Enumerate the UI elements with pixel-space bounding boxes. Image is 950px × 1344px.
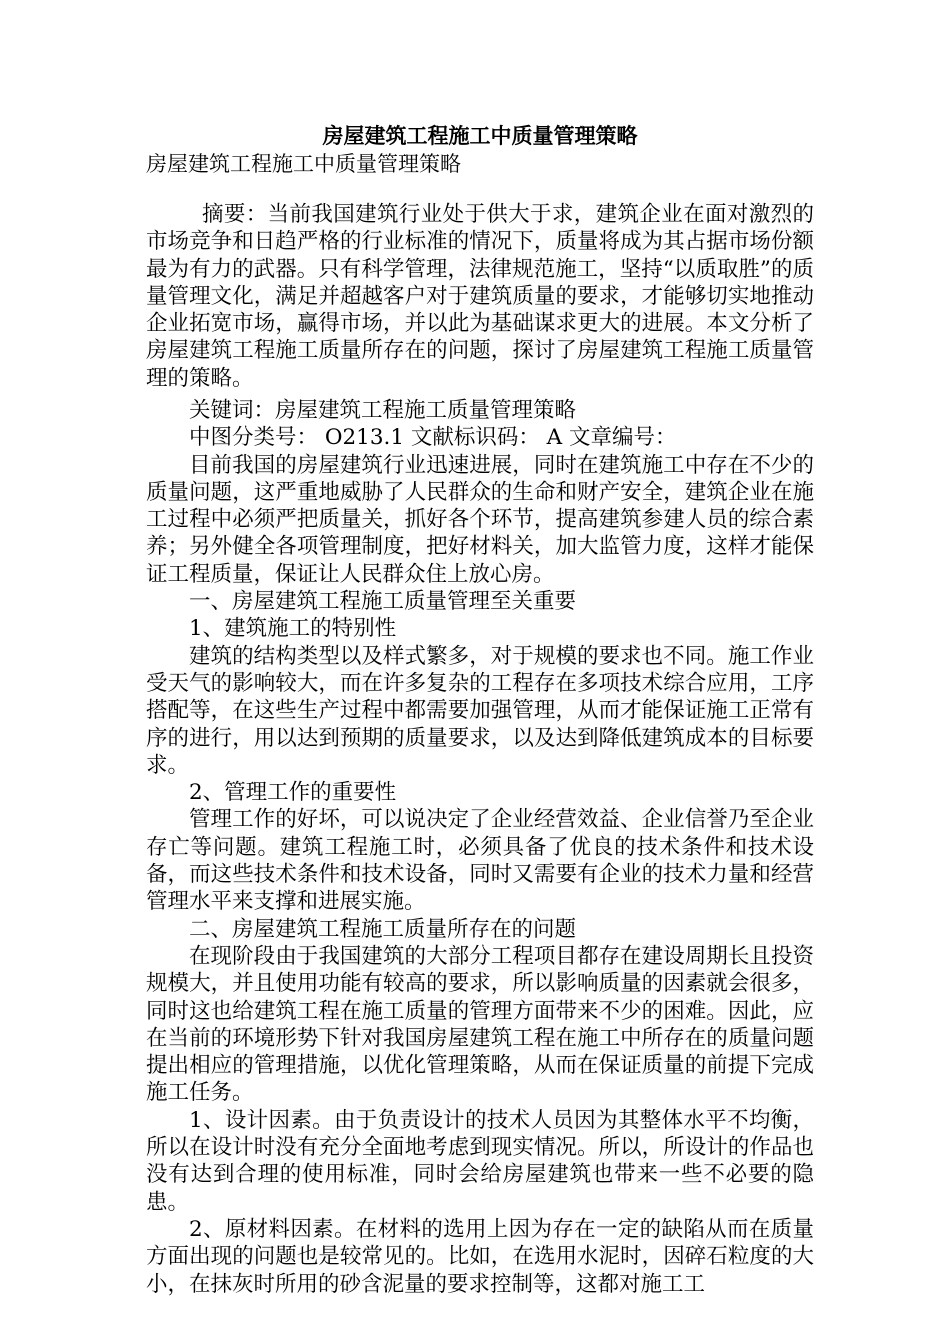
classification-line: 中图分类号： O213.1 文献标识码： A 文章编号：	[189, 425, 677, 451]
subsection-heading: 2、管理工作的重要性	[189, 780, 397, 806]
keywords-line: 关键词：房屋建筑工程施工质量管理策略	[189, 398, 577, 423]
body-text	[146, 397, 814, 1298]
document-title: 房屋建筑工程施工中质量管理策略	[322, 123, 638, 148]
body-paragraph: 目前我国的房屋建筑行业迅速进展，同时在建筑施工中存在不少的质量问题，这严重地威胁了人民群众的生命和财产安全，建筑企业在施工过程中必须严把质量关，抓好各个环节，提高建筑参建人员的综合素养；另外健全各项管理制度，把好材料关，加大监管力度，这样才能保证工程质量，保证让人民群众住上放心房。	[146, 452, 814, 587]
body-paragraph: 在现阶段由于我国建筑的大部分工程项目都存在建设周期长且投资规模大，并且使用功能有较高的要求，所以影响质量的因素就会很多，同时这也给建筑工程在施工质量的管理方面带来不少的困难。因此，应在当前的环境形势下针对我国房屋建筑工程在施工中所存在的质量问题提出相应的管理措施，以优化管理策略，从而在保证质量的前提下完成施工任务。	[146, 943, 814, 1106]
body-paragraph: 建筑的结构类型以及样式繁多，对于规模的要求也不同。施工作业受天气的影响较大，而在许多复杂的工程存在多项技术综合应用，工序搭配等，在这些生产过程中都需要加强管理，从而才能保证施工正常有序的进行，用以达到预期的质量要求，以及达到降低建筑成本的目标要求。	[146, 643, 814, 778]
section-heading: 二、房屋建筑工程施工质量所存在的问题	[189, 916, 577, 942]
abstract-paragraph: 摘要：当前我国建筑行业处于供大于求，建筑企业在面对激烈的市场竞争和日趋严格的行业标准的情况下，质量将成为其占据市场份额最为有力的武器。只有科学管理，法律规范施工，坚持“以质取胜”的质量管理文化，满足并超越客户对于建筑质量的要求，才能够切实地推动企业拓宽市场，赢得市场，并以此为基础谋求更大的进展。本文分析了房屋建筑工程施工质量所存在的问题，探讨了房屋建筑工程施工质量管理的策略。	[146, 202, 814, 391]
section-heading: 一、房屋建筑工程施工质量管理至关重要	[189, 589, 577, 615]
body-paragraph: 2、原材料因素。在材料的选用上因为存在一定的缺陷从而在质量方面出现的问题也是较常见的。比如，在选用水泥时，因碎石粒度的大小，在抹灰时所用的砂含泥量的要求控制等，这都对施工工	[146, 1216, 814, 1297]
body-paragraph: 管理工作的好坏，可以说决定了企业经营效益、企业信誉乃至企业存亡等问题。建筑工程施工时，必须具备了优良的技术条件和技术设备，而这些技术条件和技术设备，同时又需要有企业的技术力量和经营管理水平来支撑和进展实施。	[146, 807, 814, 915]
body-paragraph: 1、设计因素。由于负责设计的技术人员因为其整体水平不均衡，所以在设计时没有充分全面地考虑到现实情况。所以，所设计的作品也没有达到合理的使用标准，同时会给房屋建筑也带来一些不必要的隐患。	[146, 1107, 814, 1215]
document-subtitle: 房屋建筑工程施工中质量管理策略	[146, 152, 461, 176]
subsection-heading: 1、建筑施工的特别性	[189, 616, 397, 642]
